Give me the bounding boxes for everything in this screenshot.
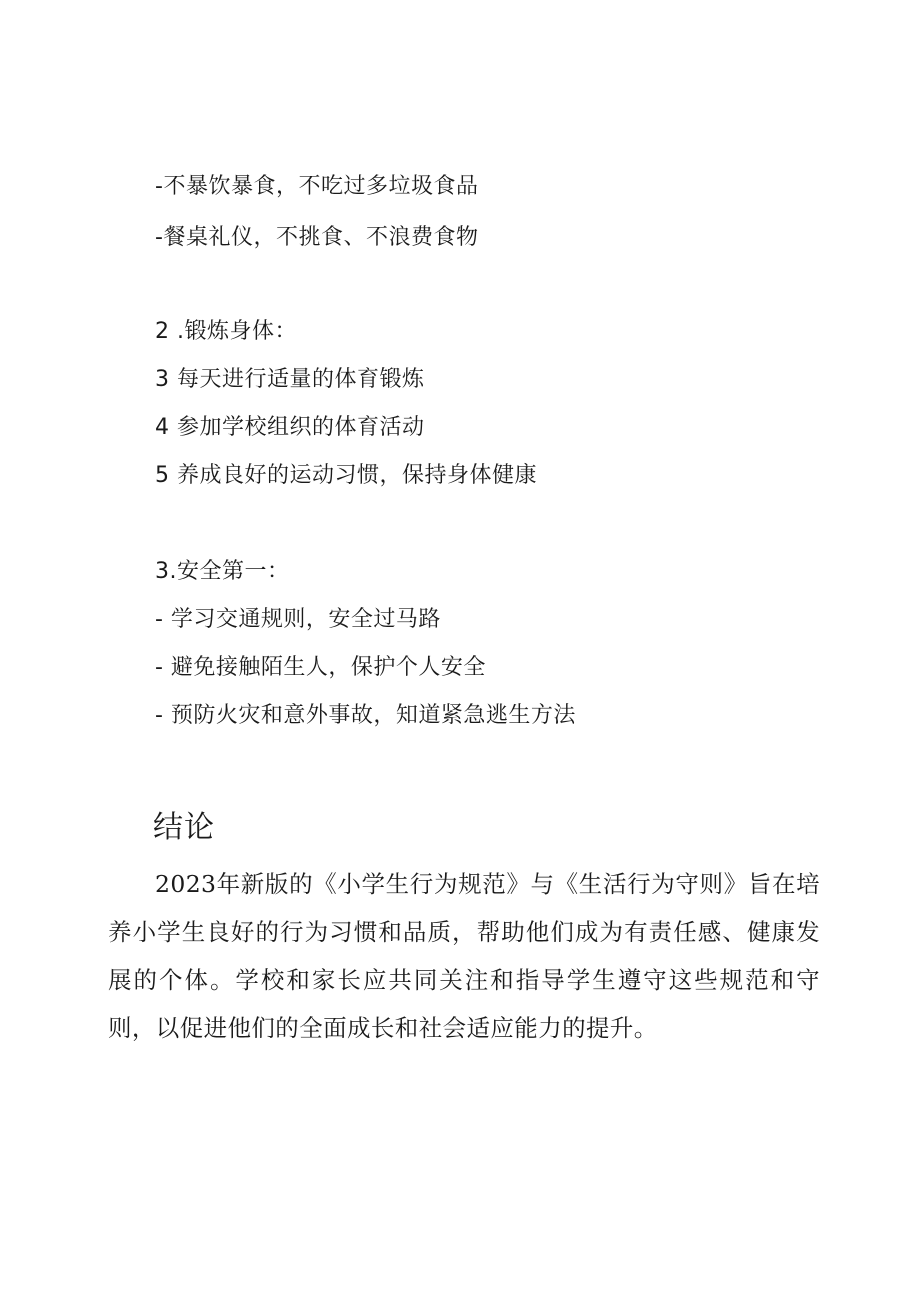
safety-item-2: - 避免接触陌生人，保护个人安全 xyxy=(155,655,486,680)
exercise-item-2: 4 参加学校组织的体育活动 xyxy=(155,415,425,440)
safety-item-3: - 预防火灾和意外事故，知道紧急逃生方法 xyxy=(155,703,576,728)
safety-title: 3.安全第一： xyxy=(155,559,290,584)
exercise-title: 2 .锻炼身体： xyxy=(155,319,297,344)
safety-item-1: - 学习交通规则，安全过马路 xyxy=(155,607,441,632)
conclusion-heading: 结论 xyxy=(153,810,215,845)
diet-item-2: -餐桌礼仪，不挑食、不浪费食物 xyxy=(155,225,479,250)
exercise-item-3: 5 养成良好的运动习惯，保持身体健康 xyxy=(155,463,537,488)
conclusion-paragraph: 2023年新版的《小学生行为规范》与《生活行为守则》旨在培养小学生良好的行为习惯和品质，帮助他们成为有责任感、健康发展的个体。学校和家长应共同关注和指导学生遵守这些规范和守则，以促进他们的全面成长和社会适应能力的提升。 xyxy=(108,870,820,1042)
diet-item-1: -不暴饮暴食，不吃过多垃圾食品 xyxy=(155,174,479,199)
exercise-item-1: 3 每天进行适量的体育锻炼 xyxy=(155,367,425,392)
